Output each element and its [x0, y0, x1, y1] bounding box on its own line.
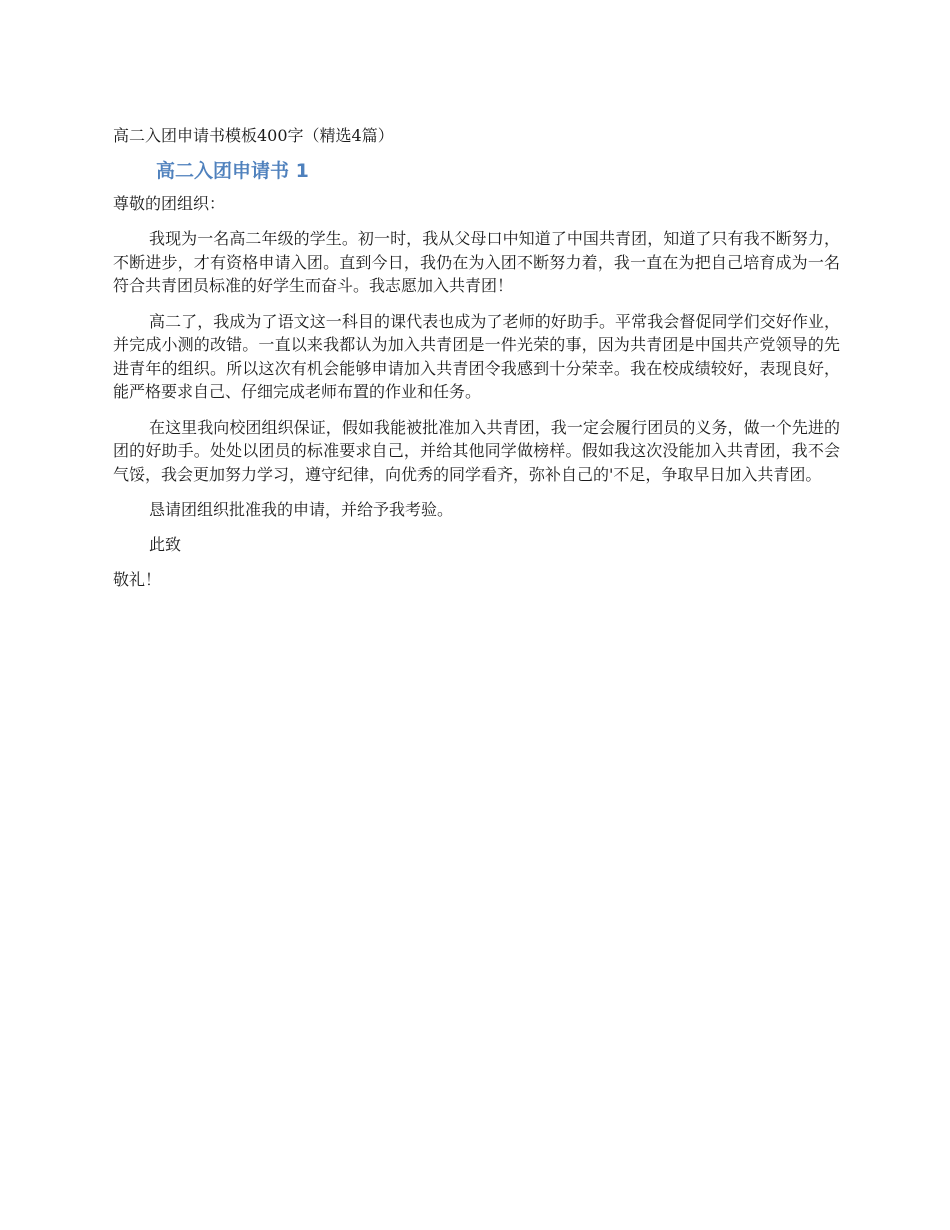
closing-line: 此致: [149, 535, 182, 554]
body-paragraph-1: 我现为一名高二年级的学生。初一时，我从父母口中知道了中国共青团，知道了只有我不断努力，不断进步，才有资格申请入团。直到今日，我仍在为入团不断努力着，我一直在为把自己培育成为一名符合共青团员标准的好学生而奋斗。我志愿加入共青团！: [113, 229, 840, 295]
body-paragraph-3: 在这里我向校团组织保证，假如我能被批准加入共青团，我一定会履行团员的义务，做一个先进的团的好助手。处处以团员的标准要求自己，并给其他同学做榜样。假如我这次没能加入共青团，我不会气馁，我会更加努力学习，遵守纪律，向优秀的同学看齐，弥补自己的'不足，争取早日加入共青团。: [113, 417, 840, 484]
salutation: 尊敬的团组织：: [113, 194, 226, 213]
request-line: 恳请团组织批准我的申请，并给予我考验。: [149, 500, 454, 519]
regards-line: 敬礼！: [113, 570, 162, 589]
section-heading: 高二入团申请书 1: [156, 160, 309, 182]
document-title: 高二入团申请书模板400字（精选4篇）: [113, 126, 394, 145]
body-paragraph-2: 高二了，我成为了语文这一科目的课代表也成为了老师的好助手。平常我会督促同学们交好作业，并完成小测的改错。一直以来我都认为加入共青团是一件光荣的事，因为共青团是中国共产党领导的先进青年的组织。所以这次有机会能够申请加入共青团令我感到十分荣幸。我在校成绩较好，表现良好，能严格要求自己、仔细完成老师布置的作业和任务。: [113, 311, 840, 401]
document-page: [113, 122, 840, 603]
